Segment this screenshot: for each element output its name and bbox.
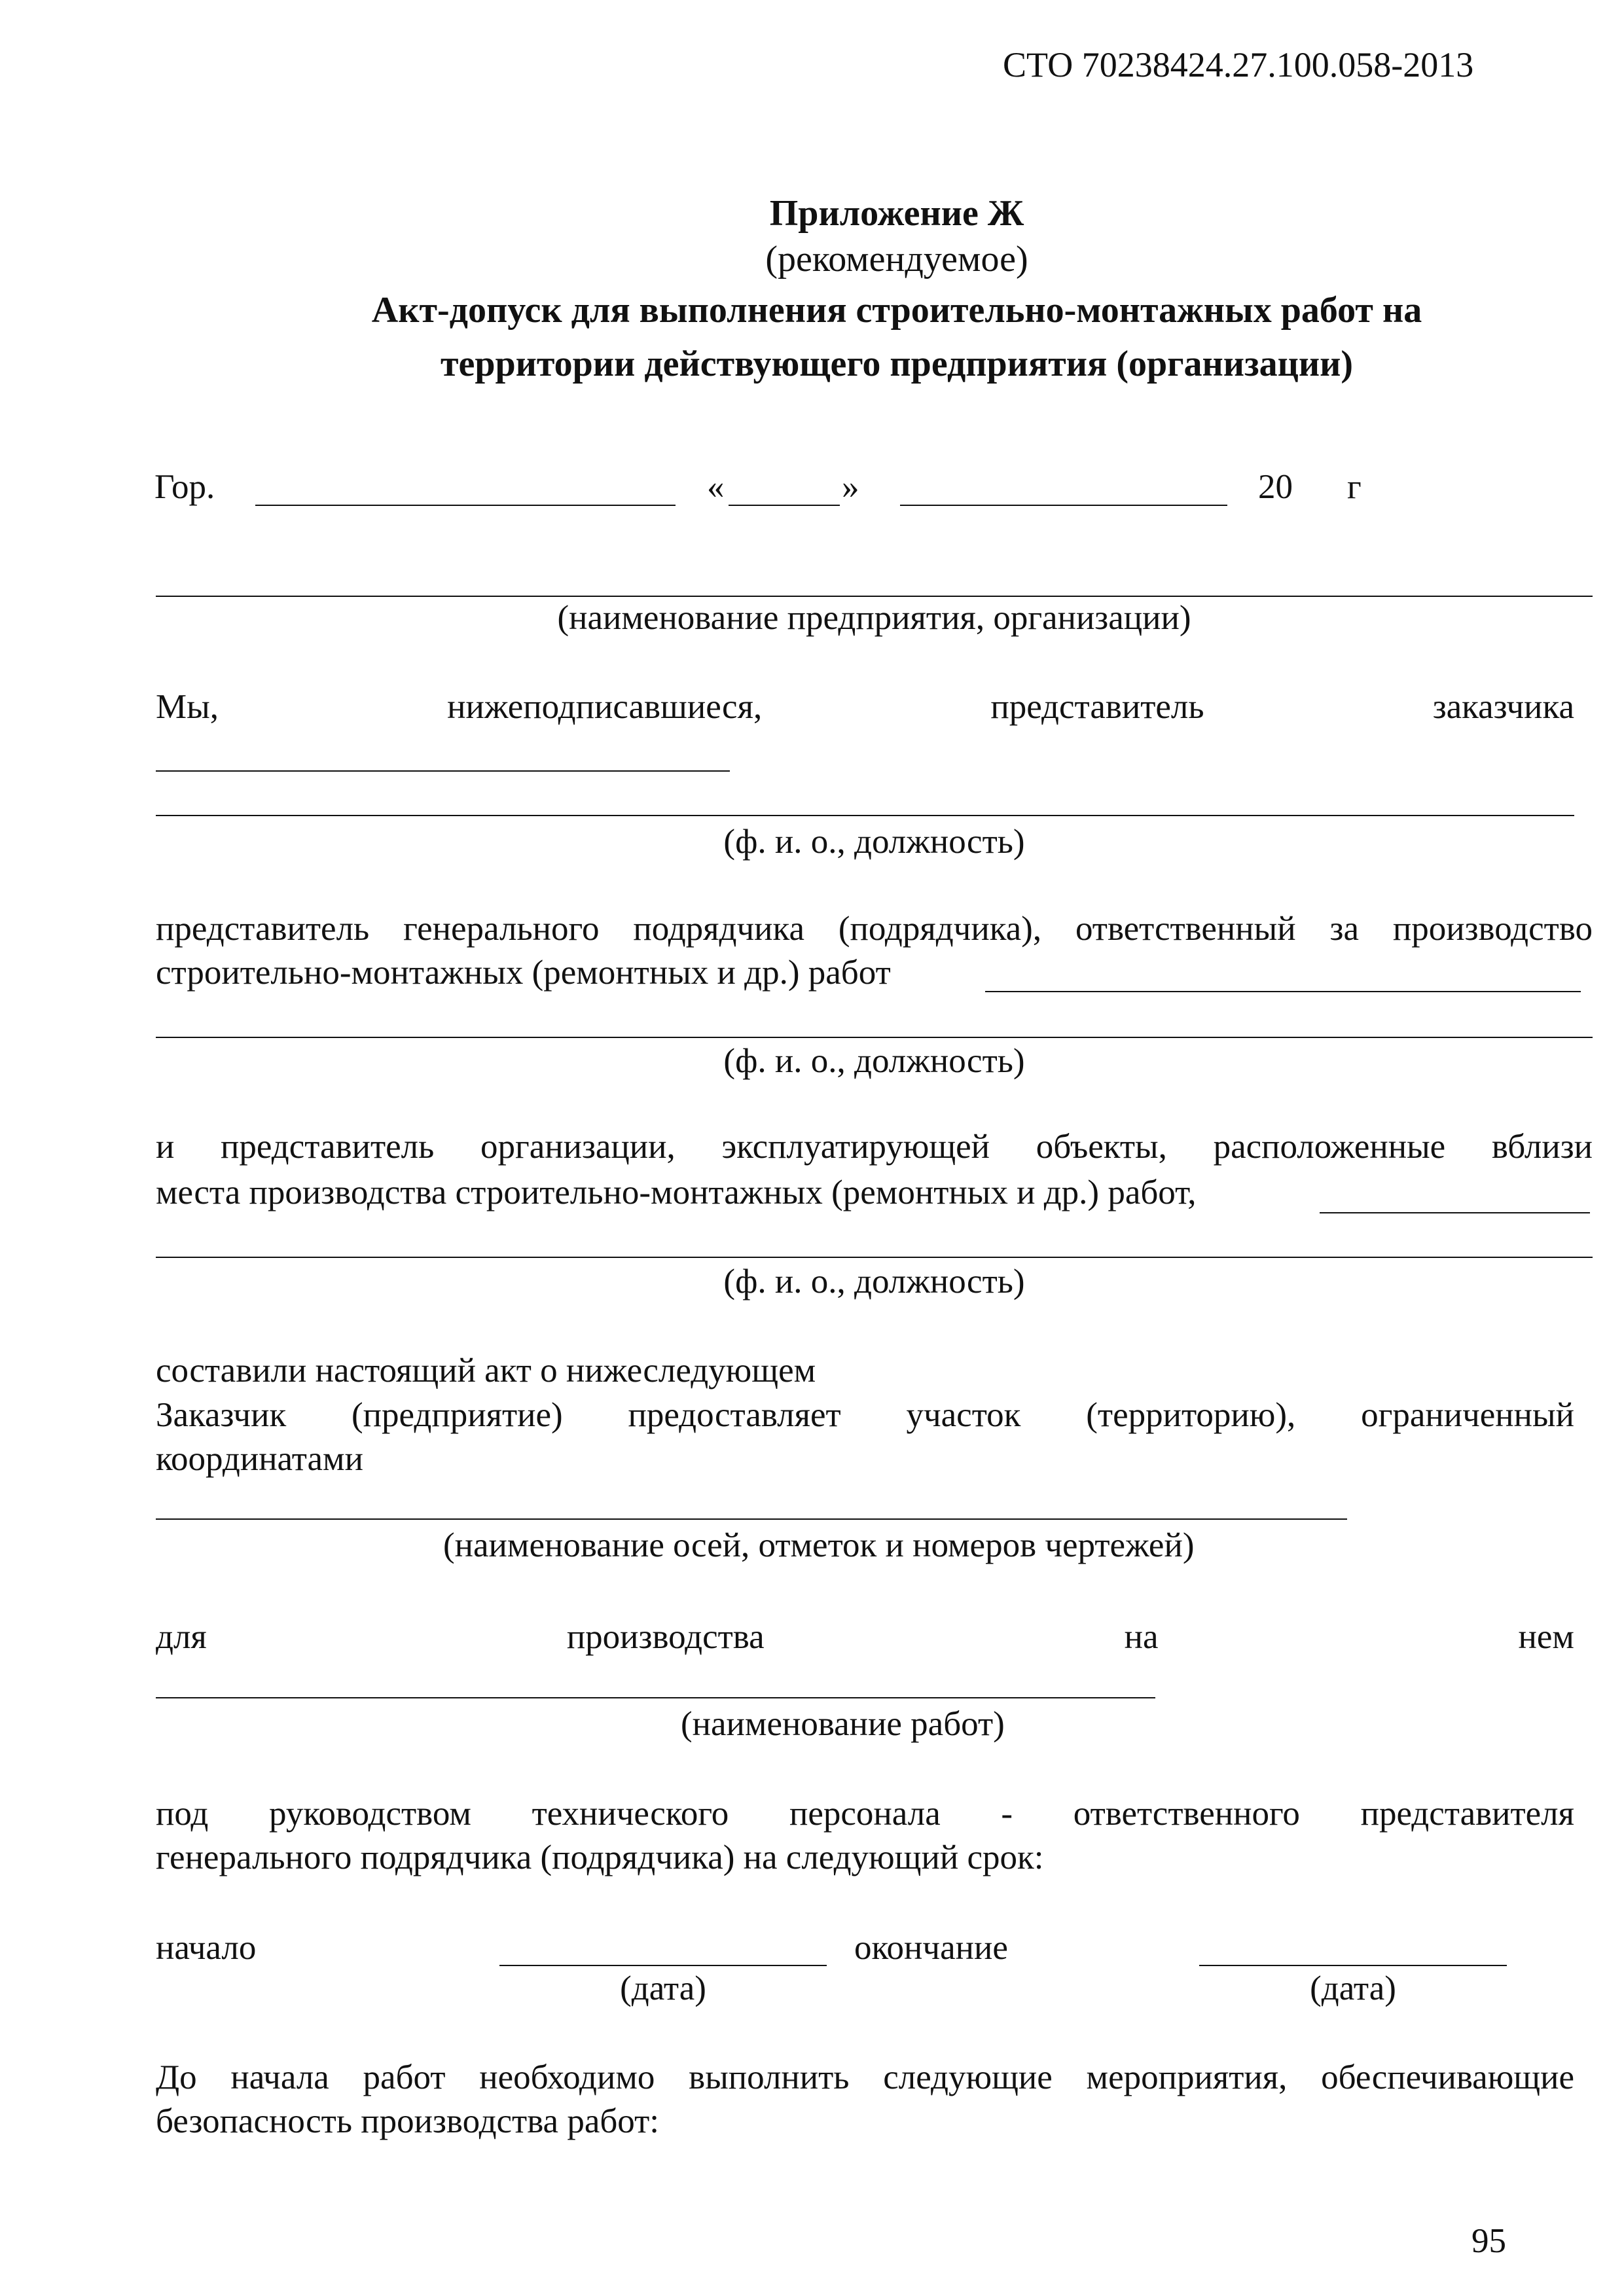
customer-caption: (ф. и. о., должность) (723, 823, 1025, 861)
start-date-blank[interactable] (499, 1965, 827, 1966)
works-caption: (наименование работ) (681, 1705, 1005, 1743)
works-intro (156, 1620, 1574, 1655)
month-blank[interactable] (900, 505, 1227, 506)
year-prefix: 20 (1258, 468, 1293, 506)
page-number: 95 (1471, 2222, 1506, 2260)
operator-blank-1[interactable] (1320, 1212, 1590, 1213)
start-label: начало (156, 1929, 257, 1967)
start-date-caption: (дата) (620, 1969, 706, 2007)
operator-text-line-2: места производства строительно-монтажных (ремонтных и др.) работ, (156, 1174, 1197, 1211)
day-quote-open: « (707, 468, 725, 506)
works-blank[interactable] (156, 1697, 1155, 1698)
customer-blank-2[interactable] (156, 815, 1574, 816)
document-code: СТО 70238424.27.100.058-2013 (1003, 45, 1474, 84)
works-word-2: производства (566, 1618, 765, 1656)
supervision-text-line-2: генерального подрядчика (подрядчика) на следующий срок: (156, 1839, 1044, 1876)
contractor-caption: (ф. и. о., должность) (723, 1042, 1025, 1080)
act-text-line-2: Заказчик (предприятие) предоставляет участок (территорию), ограниченный (156, 1396, 1574, 1434)
appendix-title: Приложение Ж (769, 193, 1024, 234)
city-blank[interactable] (255, 505, 676, 506)
contractor-blank-1[interactable] (985, 991, 1581, 992)
supervision-text-line-1: под руководством технического персонала - ответственного представителя (156, 1795, 1574, 1833)
customer-word-1: Мы, (156, 688, 219, 726)
city-label: Гор. (154, 468, 215, 506)
day-quote-close: » (842, 468, 859, 506)
act-text-line-3: координатами (156, 1440, 363, 1478)
operator-text-line-1: и представитель организации, эксплуатирующей объекты, расположенные вблизи (156, 1128, 1593, 1166)
customer-word-2: нижеподписавшиеся, (447, 688, 763, 726)
works-word-3: на (1124, 1618, 1159, 1656)
appendix-status: (рекомендуемое) (765, 239, 1028, 279)
customer-intro (156, 690, 1574, 725)
act-text-line-1: составили настоящий акт о нижеследующем (156, 1352, 816, 1390)
measures-text-line-1: До начала работ необходимо выполнить следующие мероприятия, обеспечивающие (156, 2058, 1574, 2096)
works-word-4: нем (1518, 1618, 1574, 1656)
coordinates-blank[interactable] (156, 1518, 1347, 1520)
organization-blank[interactable] (156, 596, 1593, 597)
operator-caption: (ф. и. о., должность) (723, 1263, 1025, 1300)
customer-word-3: представитель (990, 688, 1204, 726)
end-label: окончание (854, 1929, 1008, 1967)
document-title-line-2: территории действующего предприятия (организации) (440, 344, 1354, 384)
organization-caption: (наименование предприятия, организации) (557, 599, 1191, 637)
day-blank[interactable] (729, 505, 840, 506)
end-date-caption: (дата) (1310, 1969, 1396, 2007)
end-date-blank[interactable] (1199, 1965, 1507, 1966)
operator-blank-2[interactable] (156, 1257, 1593, 1258)
customer-blank-1[interactable] (156, 770, 730, 772)
coordinates-caption: (наименование осей, отметок и номеров чертежей) (443, 1526, 1195, 1564)
contractor-blank-2[interactable] (156, 1037, 1593, 1038)
customer-word-4: заказчика (1432, 688, 1574, 726)
contractor-text-line-2: строительно-монтажных (ремонтных и др.) работ (156, 954, 891, 992)
measures-text-line-2: безопасность производства работ: (156, 2102, 659, 2140)
works-word-1: для (156, 1618, 207, 1656)
contractor-text-line-1: представитель генерального подрядчика (подрядчика), ответственный за производство (156, 910, 1593, 948)
document-title-line-1: Акт-допуск для выполнения строительно-монтажных работ на (371, 290, 1422, 331)
year-suffix: г (1347, 468, 1362, 506)
